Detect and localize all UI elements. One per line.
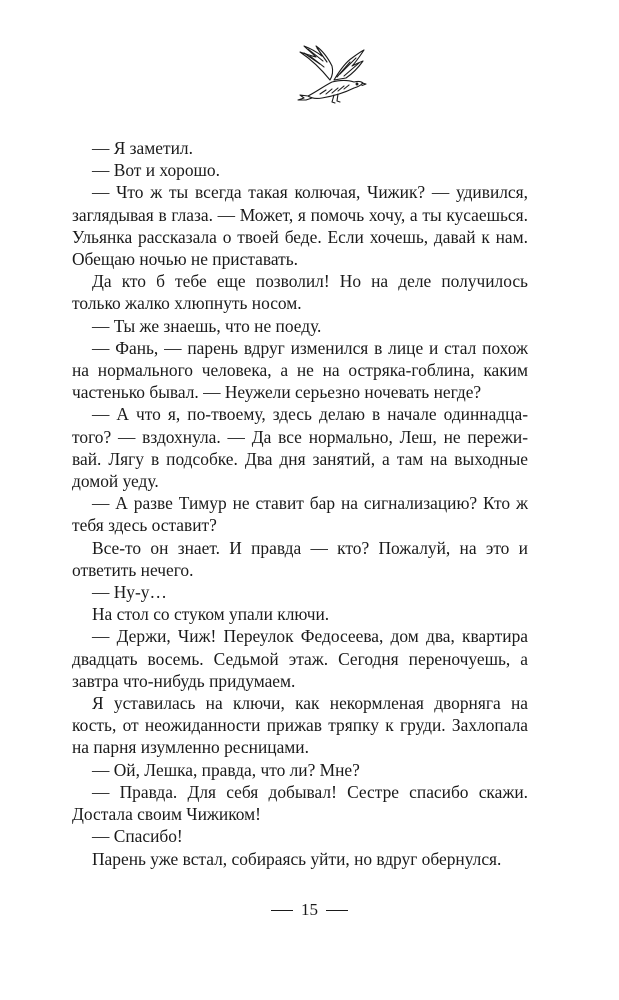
- flying-bird-icon: [290, 40, 370, 112]
- paragraph: — Я заметил.: [92, 138, 193, 158]
- book-text: [72, 137, 528, 870]
- paragraph: — Фань, — парень вдруг изменился в лице и стал похож на нормального человека, а не на остряка-гоблина, каким частенько бывал. — Неужели серьезно ночевать негде?: [72, 337, 528, 403]
- paragraph: — Ну-у…: [92, 582, 167, 603]
- paragraph: Парень уже встал, собираясь уйти, но вдруг обернулся.: [92, 848, 502, 869]
- paragraph: — Спасибо!: [92, 826, 183, 847]
- paragraph: — А разве Тимур не ставит бар на сигнализацию? Кто ж тебя здесь оставит?: [72, 493, 528, 536]
- paragraph: — А что я, по-твоему, здесь делаю в начале одиннадцатого? — вздохнула. — Да все нормально, Леш, не переживай. Лягу в подсобке. Два дня занятий, а там на выходные домой уеду.: [72, 404, 528, 492]
- paragraph: — Ой, Лешка, правда, что ли? Мне?: [92, 759, 360, 780]
- paragraph: — Вот и хорошо.: [92, 160, 220, 181]
- footer-dash-right: [326, 910, 348, 911]
- page-footer: [0, 899, 619, 921]
- paragraph: Да кто б тебе еще позволил! Но на деле получилось только жалко хлюпнуть носом.: [72, 271, 528, 314]
- paragraph: — Держи, Чиж! Переулок Федосеева, дом два, квартира двадцать восемь. Седьмой этаж. Сегодня переночуешь, а завтра что-нибудь придумаем.: [72, 626, 528, 691]
- paragraph: — Ты же знаешь, что не поеду.: [92, 315, 322, 336]
- page-number: 15: [301, 900, 318, 919]
- paragraph: На стол со стуком упали ключи.: [92, 604, 330, 625]
- paragraph: — Правда. Для себя добывал! Сестре спасибо скажи. Достала своим Чижиком!: [72, 781, 528, 825]
- footer-dash-left: [271, 910, 293, 911]
- paragraph: Я уставилась на ключи, как некормленая дворняга на кость, от неожиданности прижав тряпку к груди. Захлопала на парня изумленно ресницами.: [72, 693, 528, 758]
- paragraph: — Что ж ты всегда такая колючая, Чижик? — удивился, заглядывая в глаза. — Может, я помочь хочу, а ты кусаешься. Ульянка рассказала о твоей беде. Если хочешь, давай к нам. Обещаю ночью не приставать.: [72, 182, 528, 270]
- paragraph: Все-то он знает. И правда — кто? Пожалуй, на это и ответить нечего.: [72, 537, 528, 580]
